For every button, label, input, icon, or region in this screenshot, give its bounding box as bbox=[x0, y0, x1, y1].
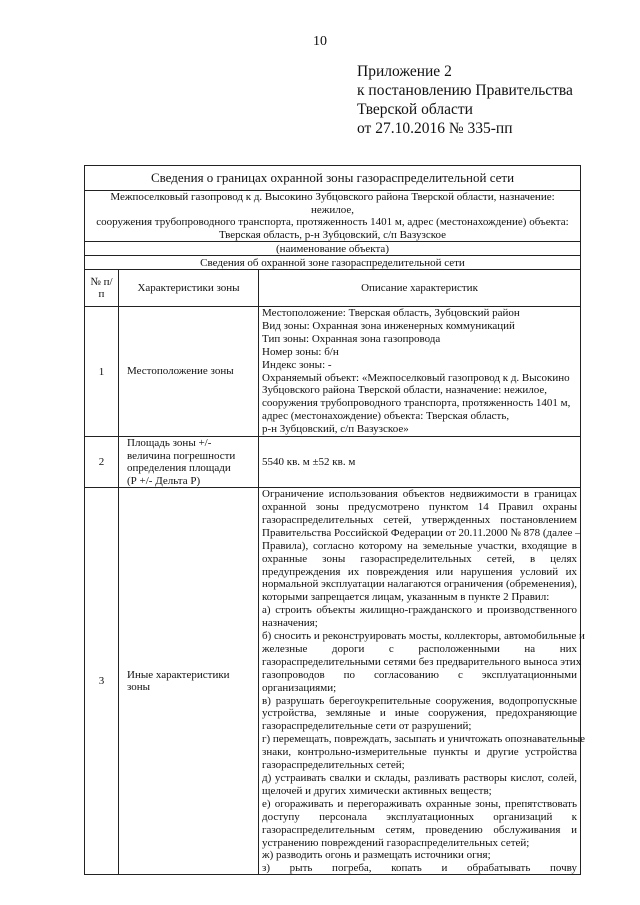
description-line: газораспределительных сетей, утвержденных постановлением bbox=[262, 513, 577, 526]
description-line: железные дороги с расположенными на них bbox=[262, 642, 577, 655]
characteristic-line: зоны bbox=[127, 681, 151, 694]
description-line: е) огораживать и перегораживать охранные зоны, препятствовать bbox=[262, 797, 577, 810]
description-line: газораспределительным сетям, проведению обслуживания и bbox=[262, 823, 577, 836]
description-line: Правила), согласно которому на земельные участки, входящие в bbox=[262, 539, 577, 552]
description-line: газораспределительных сетей; bbox=[262, 759, 405, 772]
row-characteristic: Местоположение зоны bbox=[119, 307, 259, 437]
section-title: Сведения об охранной зоне газораспределительной сети bbox=[85, 256, 581, 270]
description-line: в) разрушать берегоукрепительные сооружения, водопропускные bbox=[262, 694, 577, 707]
description-line: нормальной эксплуатации налагаются ограничения (обременения), bbox=[262, 578, 577, 591]
description-line: знаки, контрольно-измерительные пункты и другие устройства bbox=[262, 746, 577, 759]
description-line: назначения; bbox=[262, 617, 318, 630]
description-line: устранению повреждений газораспределительных сетей; bbox=[262, 836, 530, 849]
object-line: сооружения трубопроводного транспорта, протяженность 1401 м, адрес (местонахождение) объекта: bbox=[96, 216, 569, 228]
description-line: Правительства Российской Федерации от 20.11.2000 № 878 (далее – bbox=[262, 526, 581, 539]
description-line: газопроводов по согласованию с эксплуатационными bbox=[262, 668, 577, 681]
row-characteristic bbox=[119, 488, 259, 875]
appendix-line: Приложение 2 bbox=[357, 63, 452, 80]
characteristic-line: Иные характеристики bbox=[127, 668, 230, 681]
characteristic-line: определения площади bbox=[127, 462, 231, 475]
object-line: Межпоселковый газопровод к д. Высокино Зубцовского района Тверской области, назначение: нежилое, bbox=[110, 191, 555, 216]
table-title: Сведения о границах охранной зоны газораспределительной сети bbox=[85, 166, 581, 191]
description-line: сооружения трубопроводного транспорта, протяженность 1401 м, bbox=[262, 397, 571, 410]
description-line: которыми запрещается лицам, указанным в пункте 2 Правил: bbox=[262, 591, 550, 604]
description-line: охранные зоны газораспределительных сетей, в целях bbox=[262, 552, 577, 565]
description-line: г) перемещать, повреждать, засыпать и уничтожать опознавательные bbox=[262, 733, 586, 746]
description-line: з) рыть погреба, копать и обрабатывать почву bbox=[262, 862, 577, 875]
object-line: Тверская область, р-н Зубцовский, с/п Вазузское bbox=[218, 228, 447, 241]
protection-zone-table bbox=[84, 165, 586, 875]
description-line: Вид зоны: Охранная зона инженерных коммуникаций bbox=[262, 319, 515, 332]
description-line: Номер зоны: б/н bbox=[262, 345, 339, 358]
appendix-line: к постановлению Правительства bbox=[357, 82, 573, 99]
description-line: Охраняемый объект: «Межпоселковый газопровод к д. Высокино bbox=[262, 371, 570, 384]
description-line: Местоположение: Тверская область, Зубцовский район bbox=[262, 307, 520, 319]
description-line: Индекс зоны: - bbox=[262, 358, 332, 371]
header-characteristic: Характеристики зоны bbox=[119, 270, 259, 307]
description-line: р-н Зубцовский, с/п Вазузское» bbox=[262, 423, 409, 436]
description-line: Ограничение использования объектов недвижимости в границах bbox=[262, 488, 577, 501]
description-line: охранной зоны предусмотрено пунктом 14 Правил охраны bbox=[262, 500, 577, 513]
row-description bbox=[259, 307, 581, 437]
description-line: газораспределительные сети от разрушений; bbox=[262, 720, 472, 733]
table-row bbox=[85, 437, 581, 488]
row-characteristic bbox=[119, 437, 259, 488]
table-row bbox=[85, 488, 581, 875]
row-description: 5540 кв. м ±52 кв. м bbox=[259, 437, 581, 488]
characteristic-line: (Р +/- Дельта Р) bbox=[127, 474, 201, 487]
description-line: устройства, земляные и иные сооружения, предохраняющие bbox=[262, 707, 577, 720]
description-line: предупреждения их повреждения или нарушения условий их bbox=[262, 565, 577, 578]
description-line: щелочей и других химически активных веществ; bbox=[262, 784, 492, 797]
appendix-line: от 27.10.2016 № 335-пп bbox=[357, 120, 513, 137]
description-line: а) строить объекты жилищно-гражданского и производственного bbox=[262, 604, 577, 617]
description-line: газораспределительными сетями без предварительного выноса этих bbox=[262, 655, 582, 668]
header-description: Описание характеристик bbox=[259, 270, 581, 307]
appendix-line: Тверской области bbox=[357, 101, 473, 118]
characteristic-line: Площадь зоны +/- bbox=[127, 437, 212, 450]
description-line: доступу персонала эксплуатационных организаций к bbox=[262, 810, 577, 823]
row-number: 2 bbox=[85, 437, 119, 488]
description-line: ж) разводить огонь и размещать источники огня; bbox=[262, 849, 491, 862]
object-name bbox=[85, 191, 581, 242]
row-number: 1 bbox=[85, 307, 119, 437]
row-description bbox=[259, 488, 586, 875]
characteristic-line: величина погрешности bbox=[127, 449, 236, 462]
description-line: Зубцовского района Тверской области, назначение: нежилое, bbox=[262, 384, 548, 397]
header-num: № п/п bbox=[85, 270, 119, 307]
appendix-header bbox=[357, 62, 573, 138]
description-line: организациями; bbox=[262, 681, 337, 694]
description-line: б) сносить и реконструировать мосты, коллекторы, автомобильные и bbox=[262, 630, 585, 643]
row-number: 3 bbox=[85, 488, 119, 875]
description-line: Тип зоны: Охранная зона газопровода bbox=[262, 332, 441, 345]
description-line: д) устраивать свалки и склады, разливать растворы кислот, солей, bbox=[262, 772, 577, 784]
table-row bbox=[85, 307, 581, 437]
page-number: 10 bbox=[313, 34, 327, 49]
description-line: адрес (местонахождение) объекта: Тверская область, bbox=[262, 410, 510, 423]
object-caption: (наименование объекта) bbox=[85, 242, 581, 256]
